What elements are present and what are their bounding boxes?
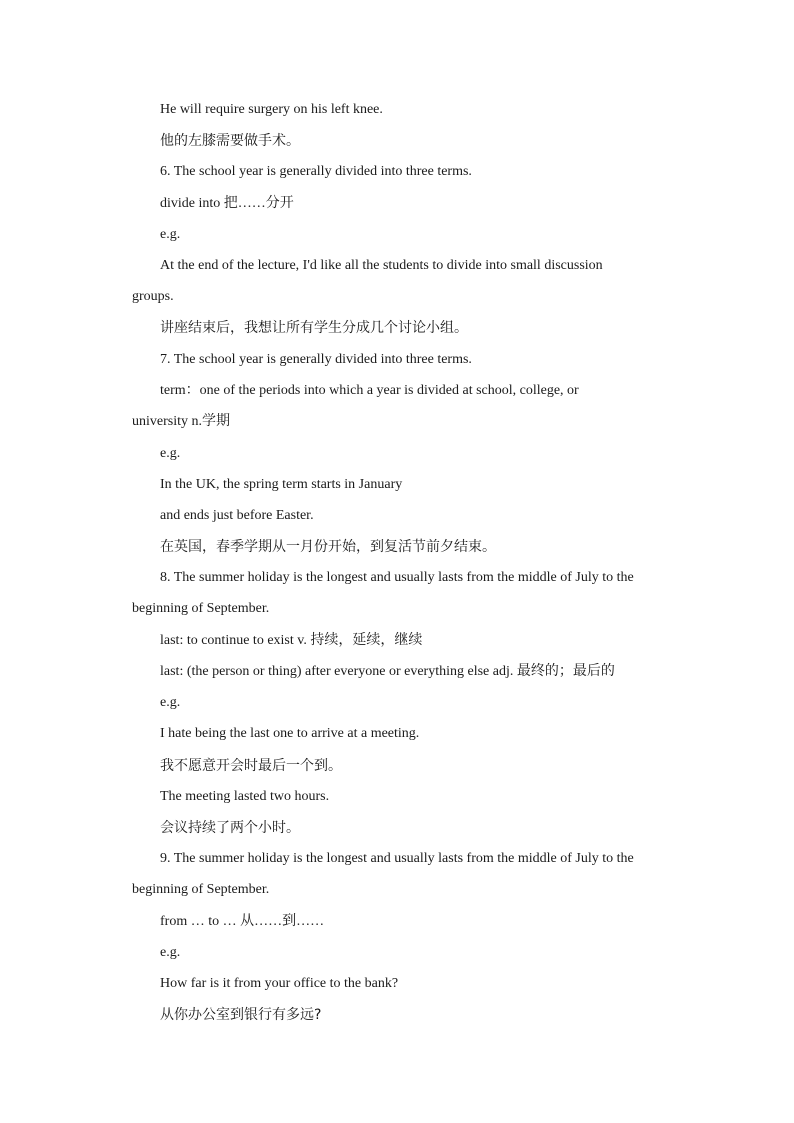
item-9-phrase-definition: from … to … 从……到……	[160, 914, 325, 929]
item-6-example-line-2: groups.	[132, 289, 174, 304]
item-8-translation-1: 我不愿意开会时最后一个到。	[160, 758, 342, 774]
item-8-eg-label: e.g.	[160, 695, 181, 710]
item-7-definition-line-1: term：one of the periods into which a year is divided at school, college, or	[160, 383, 579, 398]
item-6-example-line-1: At the end of the lecture, I'd like all the students to divide into small discussion	[160, 258, 603, 273]
example-sentence-surgery: He will require surgery on his left knee.	[160, 102, 383, 117]
item-6-translation: 讲座结束后，我想让所有学生分成几个讨论小组。	[160, 320, 468, 336]
item-6-eg-label: e.g.	[160, 227, 181, 242]
item-7-definition-line-2: university n.学期	[132, 414, 230, 429]
item-8-sentence-line-1: 8. The summer holiday is the longest and usually lasts from the middle of July to the	[160, 570, 634, 585]
item-9-translation: 从你办公室到银行有多远?	[160, 1007, 322, 1023]
item-7-sentence: 7. The school year is generally divided into three terms.	[160, 352, 472, 367]
item-8-example-2: The meeting lasted two hours.	[160, 789, 330, 804]
item-8-example-1: I hate being the last one to arrive at a meeting.	[160, 726, 420, 741]
item-9-example: How far is it from your office to the bank?	[160, 976, 399, 991]
item-9-sentence-line-2: beginning of September.	[132, 882, 270, 897]
item-8-sentence-line-2: beginning of September.	[132, 601, 270, 616]
item-8-definition-verb: last: to continue to exist v. 持续，延续，继续	[160, 633, 423, 648]
item-9-sentence-line-1: 9. The summer holiday is the longest and usually lasts from the middle of July to the	[160, 851, 634, 866]
item-7-example-line-2: and ends just before Easter.	[160, 508, 314, 523]
translation-surgery: 他的左膝需要做手术。	[160, 133, 300, 149]
item-7-eg-label: e.g.	[160, 446, 181, 461]
item-7-example-line-1: In the UK, the spring term starts in January	[160, 477, 403, 492]
item-9-eg-label: e.g.	[160, 945, 181, 960]
item-7-translation: 在英国，春季学期从一月份开始，到复活节前夕结束。	[160, 539, 496, 555]
item-6-phrase-definition: divide into 把……分开	[160, 196, 294, 211]
item-8-translation-2: 会议持续了两个小时。	[160, 820, 300, 836]
item-6-sentence: 6. The school year is generally divided into three terms.	[160, 164, 472, 179]
item-8-definition-adj: last: (the person or thing) after everyone or everything else adj. 最终的；最后的	[160, 664, 615, 679]
